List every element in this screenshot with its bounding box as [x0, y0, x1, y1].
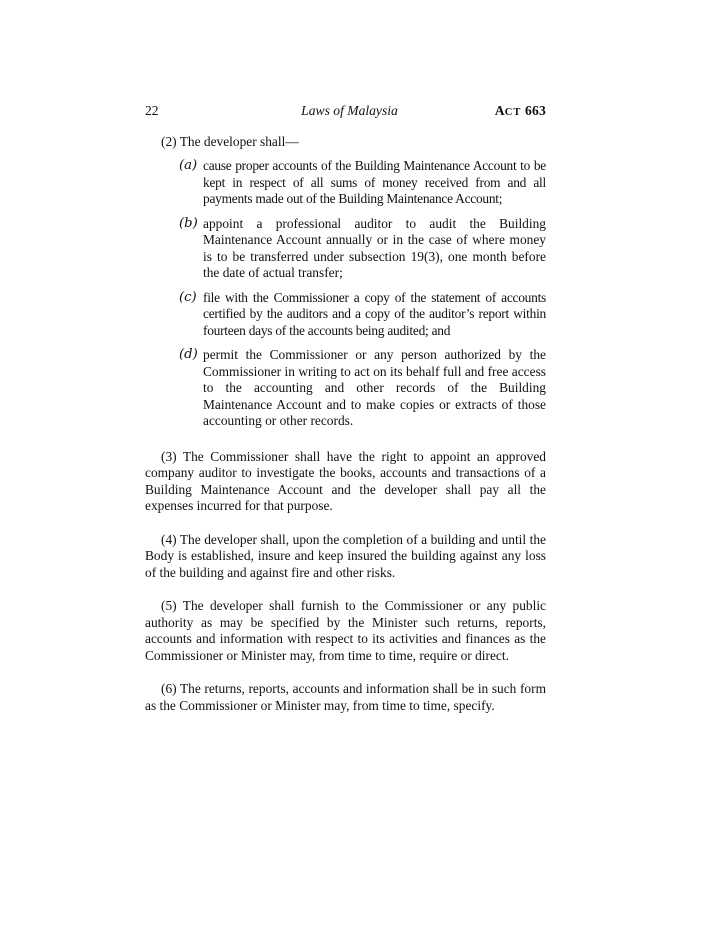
- paragraph-a: [179, 158, 546, 208]
- paragraph-c: [179, 290, 546, 340]
- paragraph-text: file with the Commissioner a copy of the statement of accounts certified by the auditors and a copy of the auditor’s report within fourteen days of the accounts being audited; and: [203, 289, 546, 338]
- subsection-6: (6) The returns, reports, accounts and information shall be in such form as the Commissioner or Minister may, from time to time, specify.: [145, 681, 546, 713]
- page-number: 22: [145, 103, 159, 118]
- paragraph-label: (c): [179, 289, 197, 305]
- subsection-5: (5) The developer shall furnish to the Commissioner or any public authority as may be specified by the Minister such returns, reports, accounts and information with respect to its activities and finances as the Commissioner or Minister may, from time to time, require or direct.: [145, 598, 546, 663]
- act-small-caps: CT: [504, 107, 522, 118]
- subsection-4: (4) The developer shall, upon the completion of a building and until the Body is established, insure and keep insured the building against any loss of the building and against fire and other risks.: [145, 531, 546, 580]
- paragraph-d: [179, 347, 546, 430]
- act-prefix: A: [494, 103, 505, 118]
- paragraph-label: (d): [179, 347, 198, 362]
- paragraph-b: [179, 216, 546, 282]
- act-number: [466, 103, 546, 122]
- paragraph-text: permit the Commissioner or any person authorized by the Commissioner in writing to act on its behalf full and free access to the accounting and other records of the Building Maintenance Account and to make copies or extracts of those accounting or other records.: [203, 347, 546, 428]
- act-number-value: 663: [525, 103, 546, 118]
- paragraph-label: (b): [179, 215, 198, 231]
- paragraph-text: cause proper accounts of the Building Maintenance Account to be kept in respect of all sums of money received from and all payments made out of the Building Maintenance Account;: [203, 158, 546, 206]
- paragraph-label: (a): [179, 158, 198, 173]
- running-title: Laws of Malaysia: [301, 103, 398, 118]
- subsection-3: (3) The Commissioner shall have the right to appoint an approved company auditor to investigate the books, accounts and transactions of a Building Maintenance Account and the developer shall pay all the expenses incurred for that purpose.: [145, 448, 546, 513]
- paragraph-text: appoint a professional auditor to audit the Building Maintenance Account annually or in the case of where money is to be transferred under subsection 19(3), one month before the date of actual transfer;: [203, 215, 546, 280]
- document-page: [145, 103, 546, 714]
- subsection-2-intro: (2) The developer shall—: [161, 133, 299, 149]
- page-header: [145, 103, 546, 122]
